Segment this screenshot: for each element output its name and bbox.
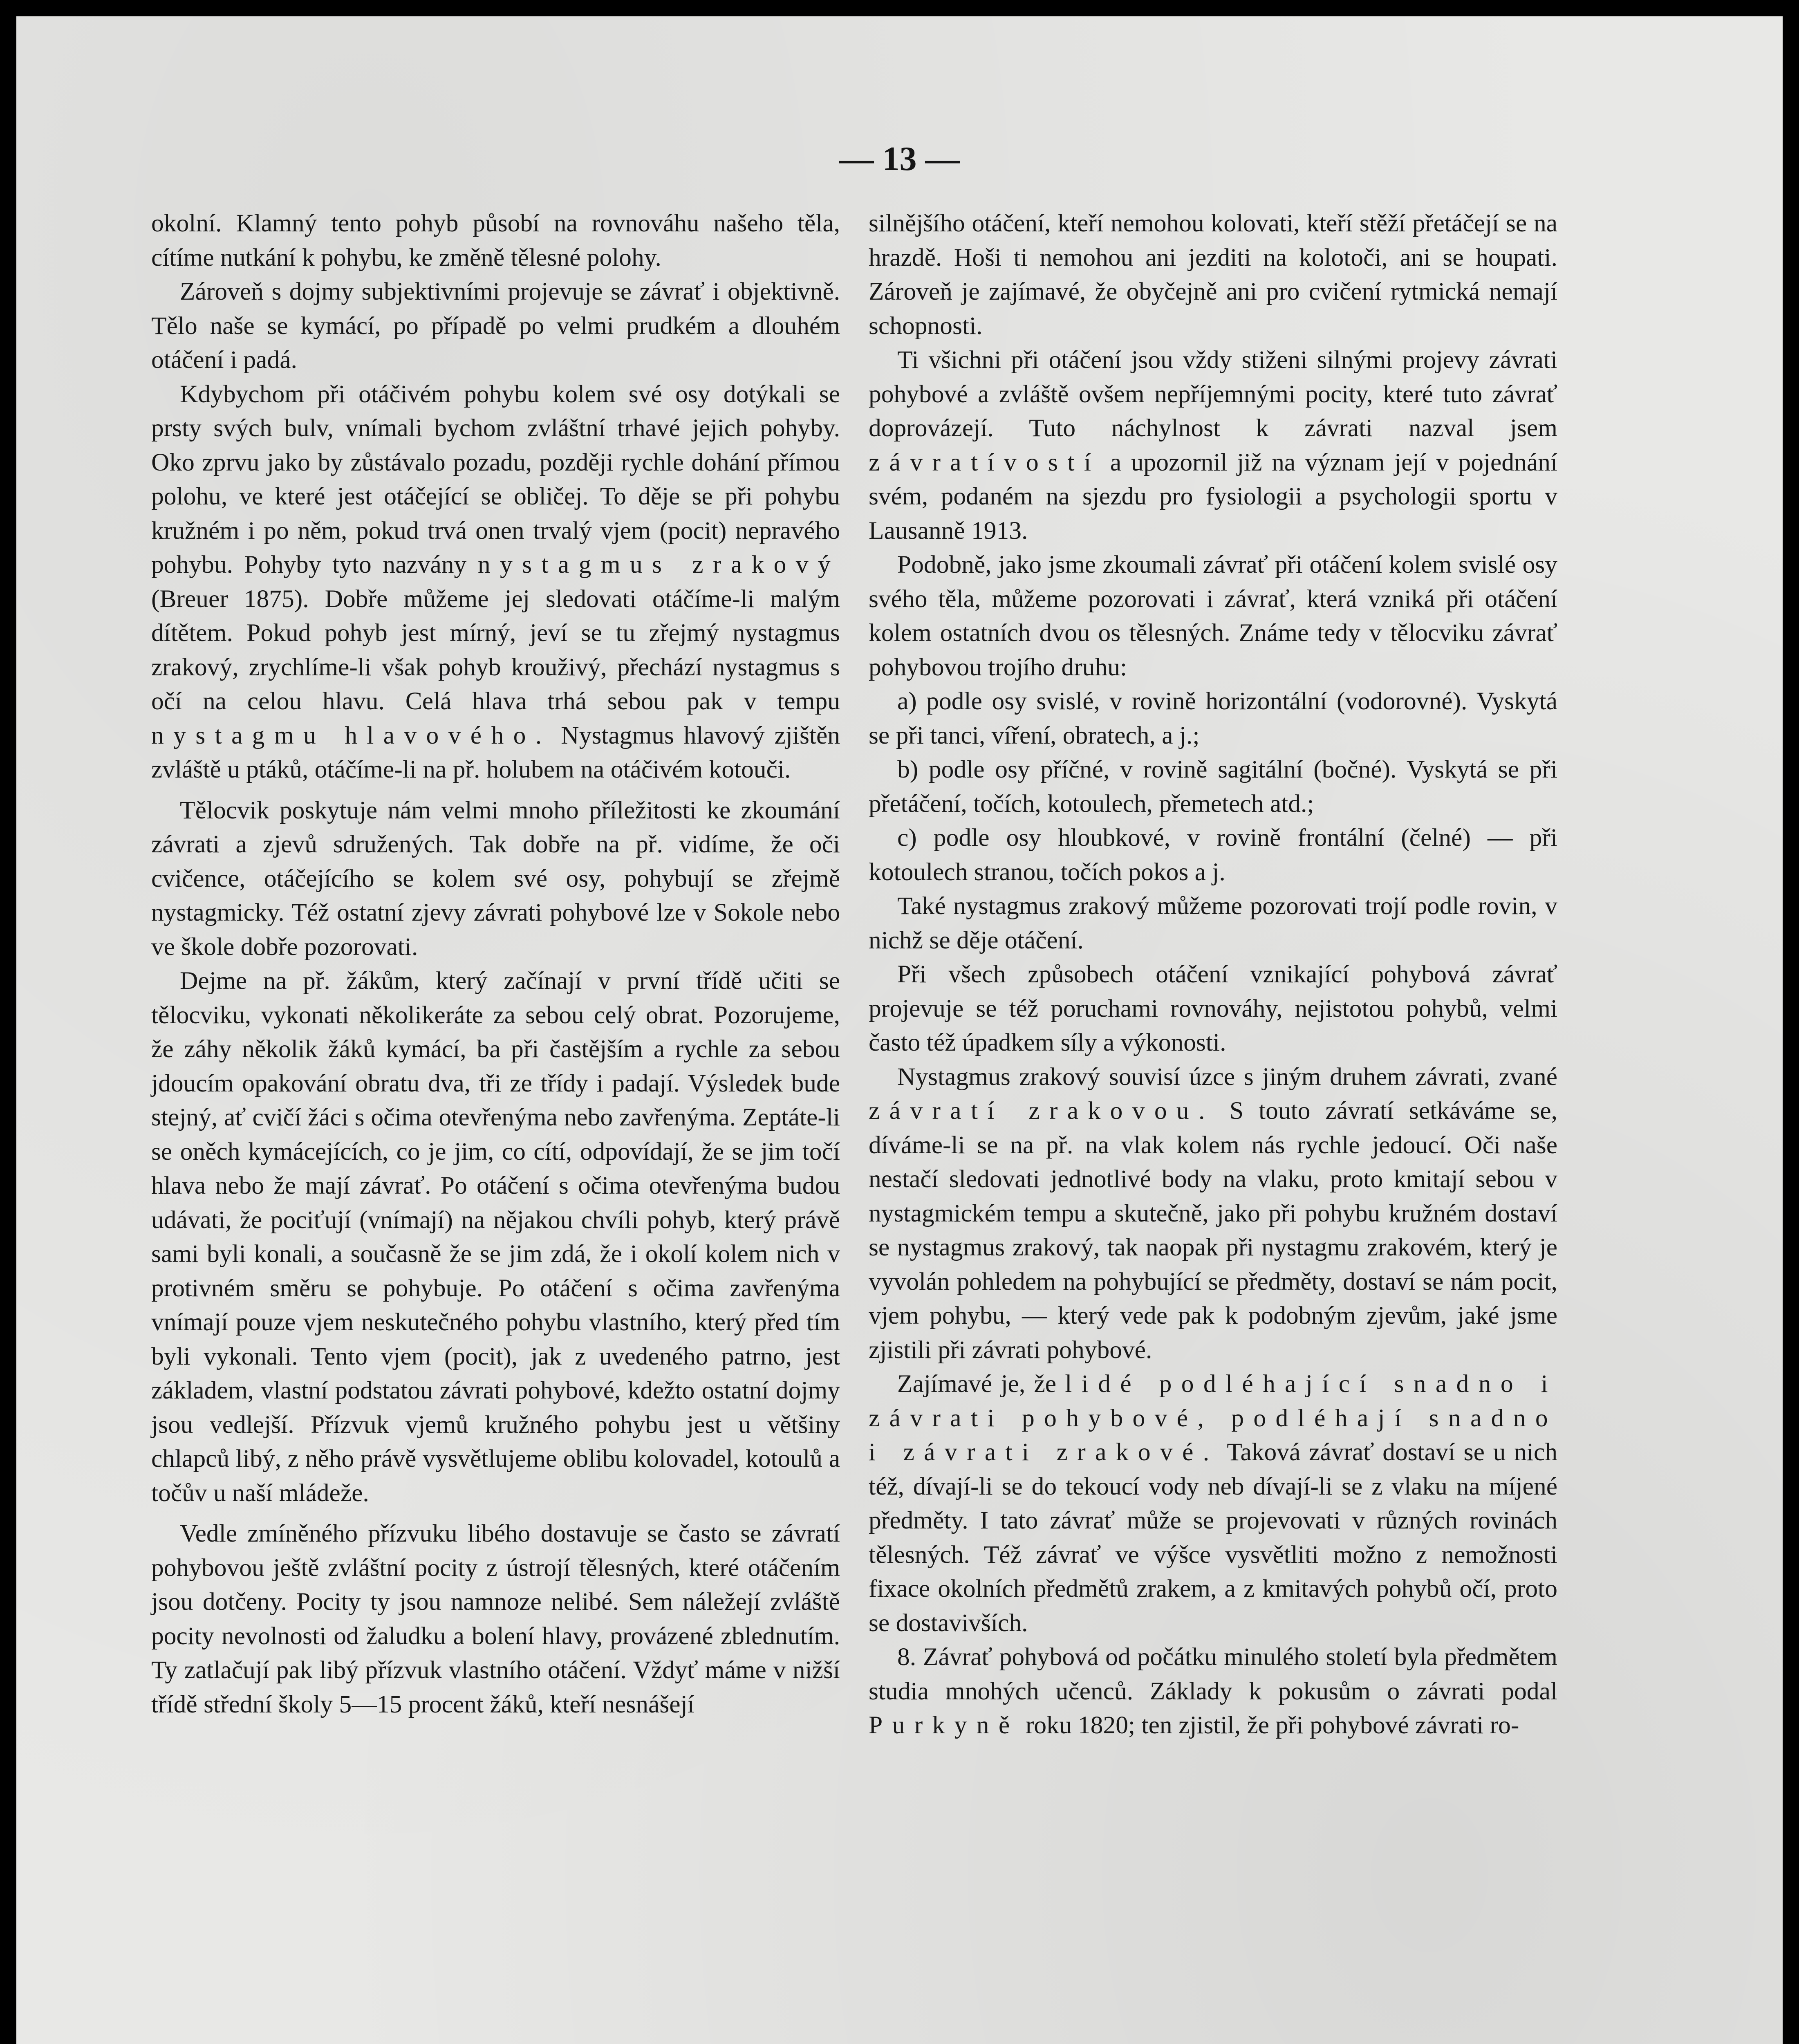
paragraph: silnějšího otáčení, kteří nemohou kolovati, kteří stěží přetáčejí se na hrazdě. Hoši ti nemohou ani jezditi na kolotoči, ani se houpati. Zároveň je zajímavé, že obyčejně ani pro cvičení rytmická nemají schopnosti. <box>869 209 1557 340</box>
list-item: b) podle osy příčné, v rovině sagitální (bočné). Vyskytá se při přetáčení, točích, kotoulech, přemetech atd.; <box>869 755 1557 818</box>
paragraph: okolní. Klamný tento pohyb působí na rovnováhu našeho těla, cítíme nutkání k pohybu, ke změně tělesné polohy. <box>151 209 840 271</box>
spaced-term: závratí zrakovou. <box>869 1097 1214 1125</box>
spaced-term: Purkyně <box>869 1711 1019 1739</box>
paragraph: Při všech způsobech otáčení vznikající pohybová závrať projevuje se též poruchami rovnováhy, nejistotou pohybů, velmi často též úpadkem síly a výkonosti. <box>869 960 1557 1056</box>
paragraph: Vedle zmíněného přízvuku libého dostavuje se často se závratí pohybovou ještě zvláštní pocity z ústrojí tělesných, které otáčením jsou dotčeny. Pocity ty jsou namnoze nelibé. Sem náležejí zvláště pocity nevolnosti od žaludku a bolení hlavy, provázené zblednutím. Ty zatlačují pak libý přízvuk vlastního otáčení. Vždyť máme v nižší třídě střední školy 5—15 procent žáků, kteří nesnášejí <box>151 1520 840 1718</box>
list-item: c) podle osy hloubkové, v rovině frontální (čelné) — při kotoulech stranou, točích pokos a j. <box>869 824 1557 886</box>
spaced-term: lidé podléhající snadno i závrati pohybové, podléhají snadno i závrati zrakové. <box>869 1370 1557 1466</box>
paragraph: Ti všichni při otáčení jsou vždy stiženi silnými projevy závrati pohybové a zvláště ovšem nepříjemnými pocity, které tuto závrať doprovázejí. Tuto náchylnost k závrati nazval jsem závratívostí a upozornil již na význam její v pojednání svém, podaném na sjezdu pro fysiologii a psychologii sportu v Lausanně 1913. <box>869 346 1557 545</box>
paragraph: Kdybychom při otáčivém pohybu kolem své osy dotýkali se prsty svých bulv, vnímali bychom zvláštní trhavé jejich pohyby. Oko zprvu jako by zůstávalo pozadu, později rychle dohání přímou polohu, ve které jest otáčející se obličej. To děje se při pohybu kružném i po něm, pokud trvá onen trvalý vjem (pocit) nepravého pohybu. Pohyby tyto nazvány nystagmus zrakový (Breuer 1875). Dobře můžeme jej sledovati otáčíme-li malým dítětem. Pokud pohyb jest mírný, jeví se tu zřejmý nystagmus zrakový, zrychlíme-li však pohyb krouživý, přechází nystagmus s očí na celou hlavu. Celá hlava trhá sebou pak v tempu nystagmu hlavového. Nystagmus hlavový zjištěn zvláště u ptáků, otáčíme-li na př. holubem na otáčivém kotouči. <box>151 380 840 783</box>
paragraph: Zajímavé je, že lidé podléhající snadno i závrati pohybové, podléhají snadno i závrati zrakové. Taková závrať dostaví se u nich též, dívají-li se do tekoucí vody neb dívají-li se z vlaku na míjené předměty. I tato závrať může se projevovati v různých rovinách tělesných. Též závrať ve výšce vysvětliti možno z nemožnosti fixace okolních předmětů zrakem, a z kmitavých pohybů očí, proto se dostavivších. <box>869 1370 1558 1637</box>
paragraph: Dejme na př. žákům, který začínají v první třídě učiti se tělocviku, vykonati několikeráte za sebou celý obrat. Pozorujeme, že záhy několik žáků kymácí, ba při častějším a rychle za sebou jdoucím opakování obratu dva, tři ze třídy i padají. Výsledek bude stejný, ať cvičí žáci s očima otevřenýma nebo zavřenýma. Zeptáte-li se oněch kymácejících, co je jim, co cítí, odpovídají, že se jim točí hlava nebo že mají závrať. Po otáčení s očima otevřenýma budou udávati, že pociťují (vnímají) na nějakou chvíli pohyb, který právě sami byli konali, a současně že se jim zdá, že i okolí kolem nich v protivném směru se pohybuje. Po otáčení s očima zavřenýma vnímají pouze vjem neskutečného pohybu vlastního, který před tím byli vykonali. Tento vjem (pocit), jak z uvedeného patrno, jest základem, vlastní podstatou závrati pohybové, kdežto ostatní dojmy jsou vedlejší. Přízvuk vjemů kružného pohybu jest u většiny chlapců libý, z něho právě vysvětlujeme oblibu kolovadel, kotoulů a točův u naší mládeže. <box>151 967 840 1507</box>
list-item: a) podle osy svislé, v rovině horizontální (vodorovné). Vyskytá se při tanci, víření, obratech, a j.; <box>869 687 1557 749</box>
paragraph: 8. Závrať pohybová od počátku minulého století byla předmětem studia mnohých učenců. Základy k pokusům o závrati podal Purkyně roku 1820; ten zjistil, že při pohybové závrati ro- <box>869 1643 1557 1739</box>
spaced-term: nystagmus zrakový <box>477 551 840 578</box>
spaced-term: závratívostí <box>869 448 1101 476</box>
spaced-term: nystagmu hlavového. <box>151 721 551 749</box>
page-number: — 13 — <box>839 140 960 178</box>
paragraph: Tělocvik poskytuje nám velmi mnoho příležitosti ke zkoumání závrati a zjevů sdružených. Tak dobře na př. vidíme, že oči cvičence, otáčejícího se kolem své osy, pohybují se zřejmě nystagmicky. Též ostatní zjevy závrati pohybové lze v Sokole nebo ve škole dobře pozorovati. <box>151 796 840 961</box>
paragraph: Podobně, jako jsme zkoumali závrať při otáčení kolem svislé osy svého těla, můžeme pozorovati i závrať, která vzniká při otáčení kolem ostatních dvou os tělesných. Známe tedy v tělocviku závrať pohybovou trojího druhu: <box>869 551 1557 681</box>
scanned-page <box>16 16 1783 2044</box>
paragraph: Také nystagmus zrakový můžeme pozorovati trojí podle rovin, v nichž se děje otáčení. <box>869 892 1557 954</box>
right-column <box>869 206 1557 1743</box>
paragraph: Zároveň s dojmy subjektivními projevuje se závrať i objektivně. Tělo naše se kymácí, po případě po velmi prudkém a dlouhém otáčení i padá. <box>151 278 840 374</box>
paragraph: Nystagmus zrakový souvisí úzce s jiným druhem závrati, zvané závratí zrakovou. S touto závratí setkáváme se, díváme-li se na př. na vlak kolem nás rychle jedoucí. Oči naše nestačí sledovati jednotlivé body na vlaku, proto kmitají sebou v nystagmickém tempu a skutečně, jako při pohybu kružném dostaví se nystagmus zrakový, tak naopak při nystagmu zrakovém, který je vyvolán pohledem na pohybující se předměty, dostaví se nám pocit, vjem pohybu, — který vede pak k podobným zjevům, jaké jsme zjistili při závrati pohybové. <box>869 1062 1557 1364</box>
left-column <box>151 206 840 1721</box>
